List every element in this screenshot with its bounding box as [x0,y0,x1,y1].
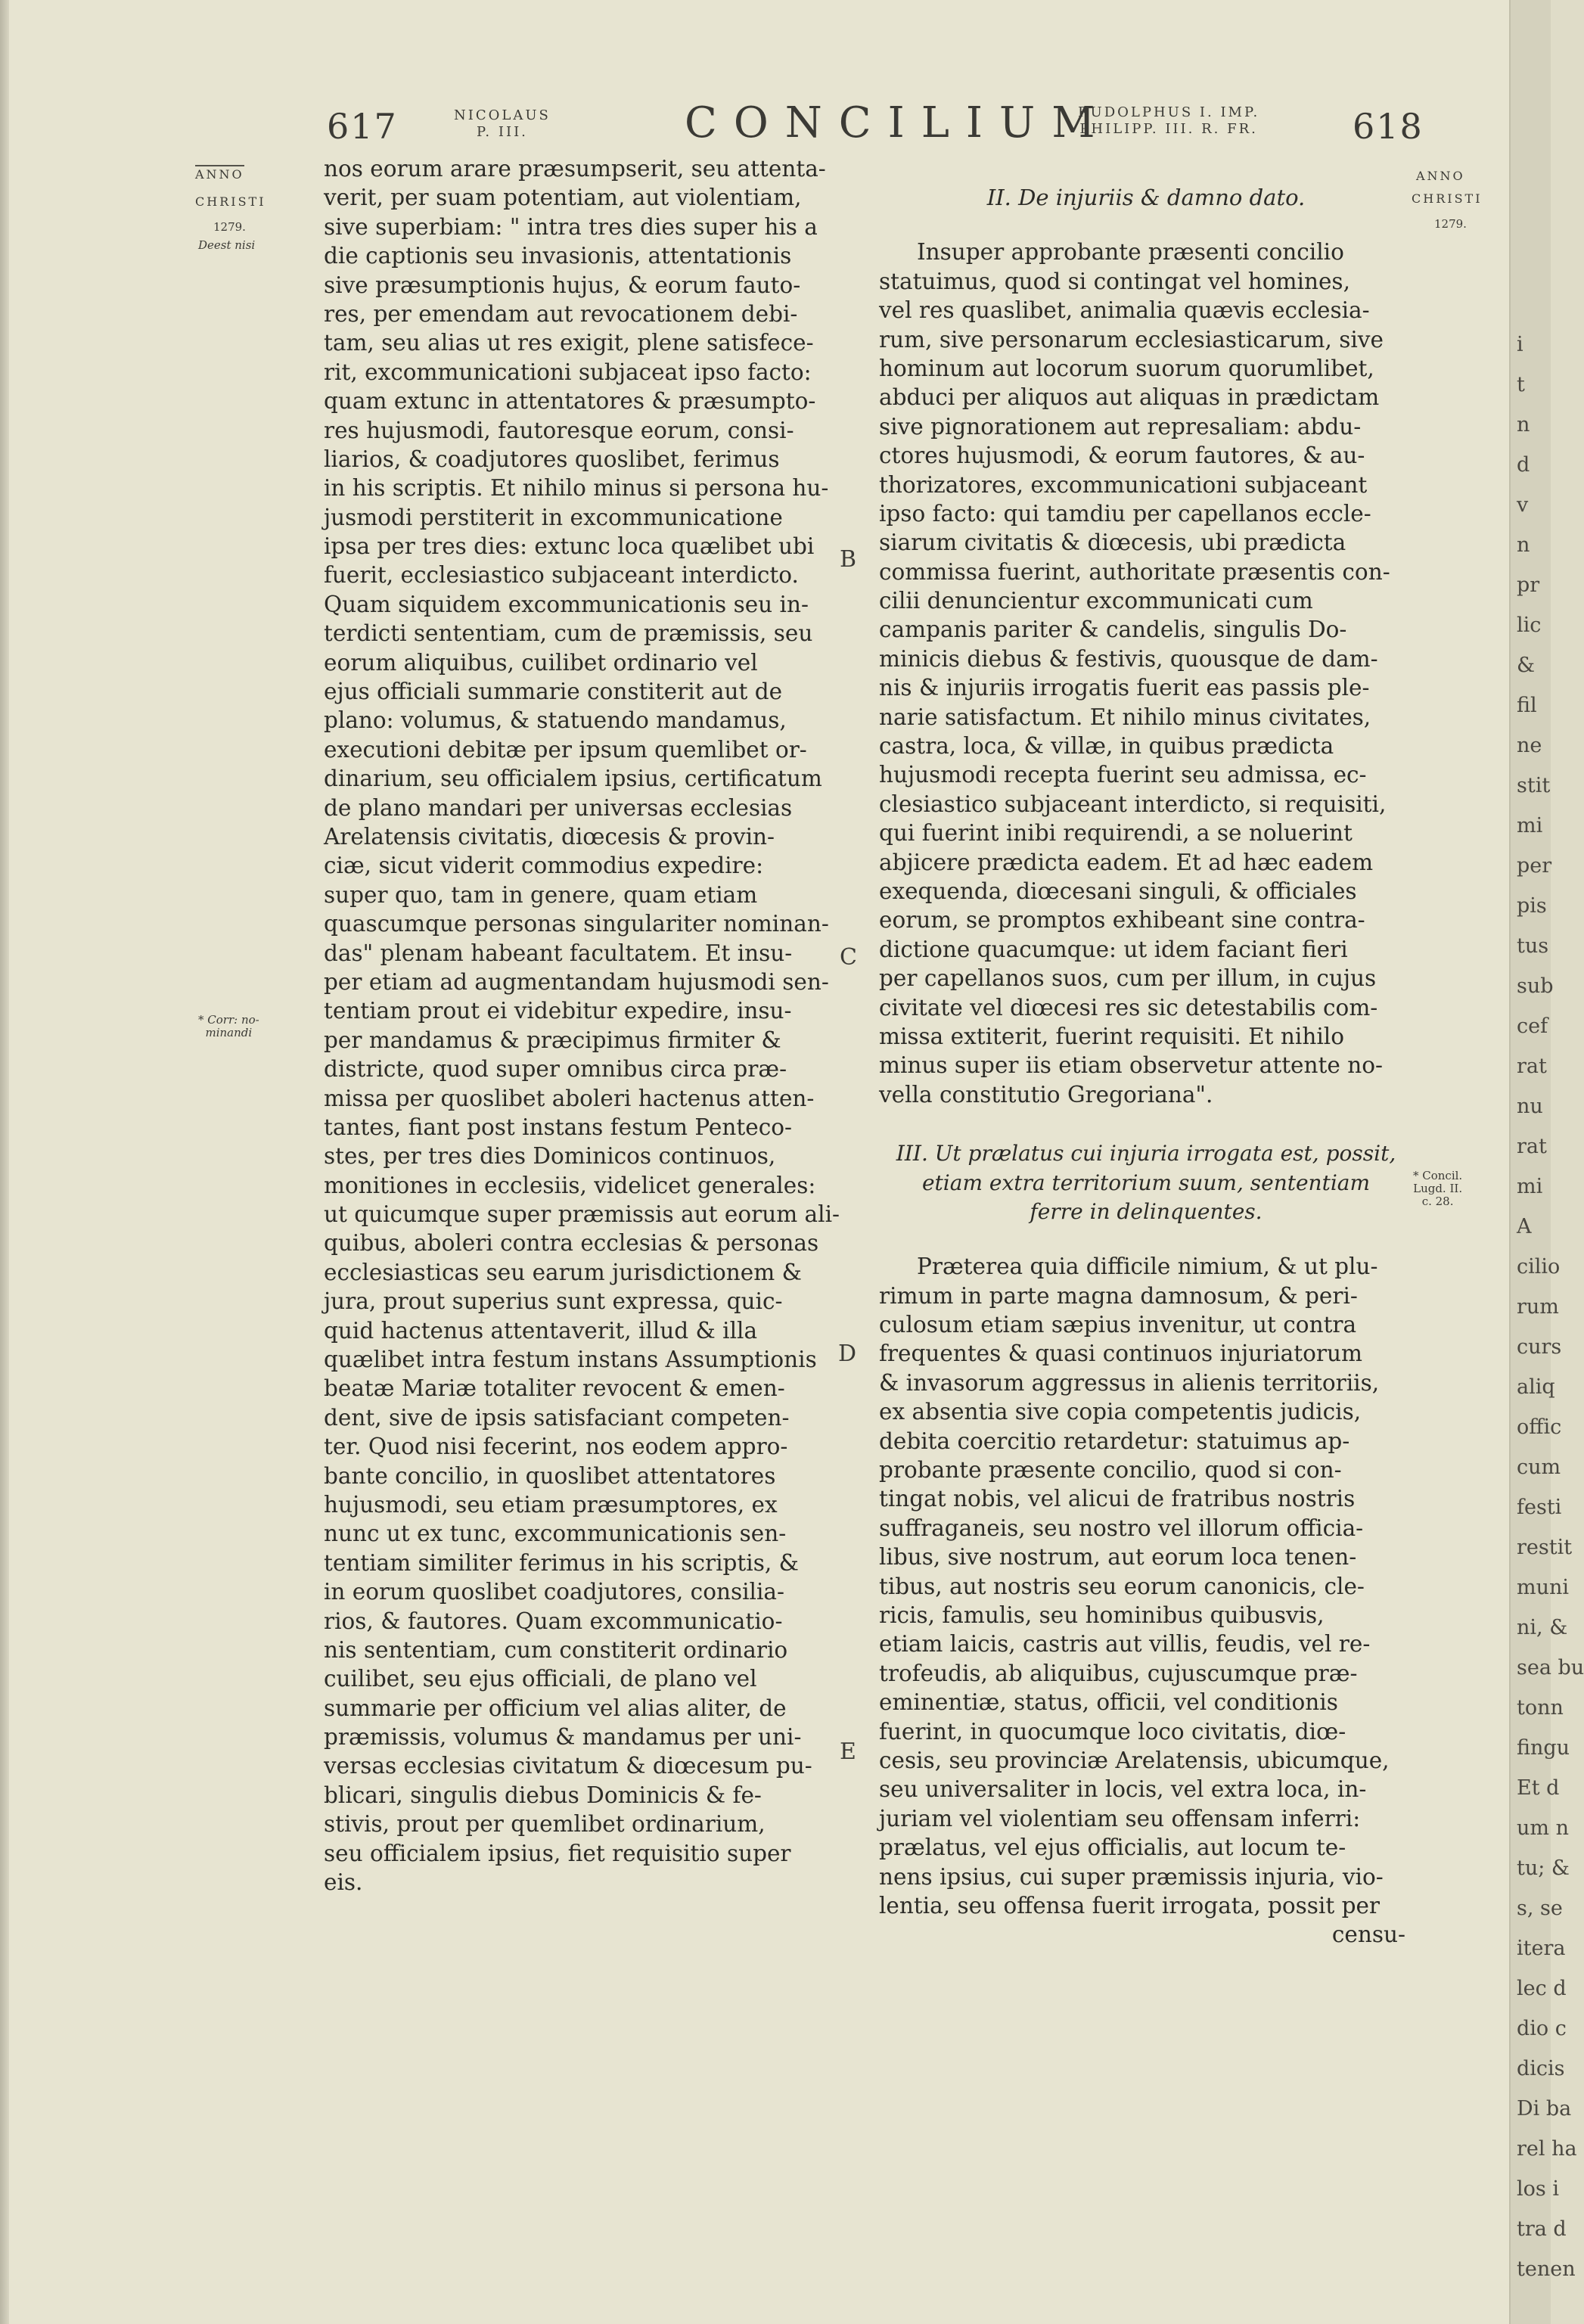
left-column-line: sive præsumptionis hujus, & eorum fauto- [324,272,801,298]
paragraph-ii-line: eorum, se promptos exhibeant sine contra- [879,907,1365,934]
margin-note-concil [1413,1170,1462,1208]
adjacent-page-fragment-text: ni, & [1517,1616,1568,1639]
left-column-line: eorum aliquibus, cuilibet ordinario vel [324,649,758,676]
paragraph-ii-line: minus super iis etiam observetur attente no- [879,1052,1383,1079]
margin-anno-right: ANNO [1416,169,1465,183]
adjacent-page-fragment-text: nu [1517,1095,1543,1118]
adjacent-page-fragment-text: Di ba [1517,2097,1572,2120]
left-column-line: beatæ Mariæ totaliter revocent & emen- [324,1375,785,1402]
left-column-line: blicari, singulis diebus Dominicis & fe- [324,1782,762,1808]
adjacent-page-fragment-text: dicis [1517,2057,1565,2080]
paragraph-ii-line: campanis pariter & candelis, singulis Do- [879,617,1347,643]
margin-note-deest: Deest nisi [198,238,256,252]
adjacent-page-fragment-text: per [1517,854,1552,878]
paragraph-ii-line: thorizatores, excommunicationi subjaceant [879,471,1368,498]
paragraph-ii-line: vel res quaslibet, animalia quævis ecclesia- [879,297,1370,324]
paragraph-iii-line: libus, sive nostrum, aut eorum loca tenen- [879,1544,1357,1571]
left-column-line: ipsa per tres dies: extunc loca quælibet ubi [324,533,815,560]
adjacent-page-fragment-text: cilio [1517,1255,1561,1279]
paragraph-iii-line: trofeudis, ab aliquibus, cujuscumque præ- [879,1660,1358,1686]
left-column-line: tentiam prout ei videbitur expedire, insu- [324,998,792,1024]
adjacent-page-fragment-text: sub [1517,974,1554,998]
adjacent-page-fragment-text: tenen [1517,2257,1576,2281]
paragraph-ii-line: hujusmodi recepta fuerint seu admissa, ec- [879,762,1367,788]
section-letter-c: C [840,944,857,971]
section-heading-iii-line: III. Ut prælatus cui injuria irrogata est, possit, [896,1141,1396,1167]
left-column-line: terdicti sententiam, cum de præmissis, seu [324,620,813,647]
adjacent-page-fragment-text: um n [1517,1816,1569,1840]
adjacent-page-fragment-text: tonn [1517,1696,1564,1720]
adjacent-page-fragment-text: i [1517,333,1523,356]
adjacent-page-fragment-text: stit [1517,774,1551,797]
margin-year-right: 1279. [1434,217,1467,231]
left-column-line: quibus, aboleri contra ecclesias & personas [324,1230,819,1257]
paragraph-iii-line: tingat nobis, vel alicui de fratribus nostris [879,1486,1356,1512]
paragraph-ii-line: sive pignorationem aut represaliam: abdu- [879,413,1362,440]
running-head-right-line2: PHILIPP. III. R. FR. [1079,121,1258,137]
adjacent-page-fragment-text: offic [1517,1415,1562,1439]
adjacent-page-fragment-text: t [1517,373,1525,396]
adjacent-page-fragment-text: pis [1517,894,1547,918]
left-column-line: in eorum quoslibet coadjutores, consilia- [324,1579,784,1605]
margin-note-concil-line1: * Concil. [1413,1169,1463,1182]
left-column-line: liarios, & coadjutores quoslibet, ferimus [324,446,780,472]
left-column-line: bante concilio, in quoslibet attentatores [324,1462,776,1489]
left-column-line: tantes, fiant post instans festum Penteco- [324,1114,792,1140]
adjacent-page-fragment-text: curs [1517,1335,1562,1359]
left-column-line: hujusmodi, seu etiam præsumptores, ex [324,1491,778,1518]
adjacent-page-fragment-text: tu; & [1517,1856,1570,1880]
paragraph-iii-line: eminentiæ, status, officii, vel conditionis [879,1689,1338,1716]
paragraph-iii-line: etiam laicis, castris aut villis, feudis, vel re- [879,1631,1371,1658]
left-column-line: stes, per tres dies Dominicos continuos, [324,1143,776,1170]
paragraph-iii-line: fuerint, in quocumque loco civitatis, diœ- [879,1718,1346,1745]
right-column-text [879,156,1413,1950]
adjacent-page-fragment-text: dio c [1517,2017,1567,2040]
adjacent-page-fragment-text: rel ha [1517,2137,1577,2161]
left-column-line: nis sententiam, cum constiterit ordinario [324,1636,788,1663]
adjacent-page-fragment-text: Et d [1517,1776,1560,1800]
paragraph-iii-line: juriam vel violentiam seu offensam inferri: [879,1805,1361,1832]
adjacent-page-fragment-text: lec d [1517,1977,1567,2000]
paragraph-iii-line: lentia, seu offensa fuerit irrogata, possit per [879,1892,1381,1919]
adjacent-page-fragment [1509,0,1584,2324]
page-number-right: 618 [1353,106,1424,147]
left-column-line: dinarium, seu officialem ipsius, certificatum [324,766,822,792]
adjacent-page-fragment-text: A [1517,1215,1532,1238]
margin-year-left: 1279. [213,220,246,234]
paragraph-iii-line: tibus, aut nostris seu eorum canonicis, cle- [879,1573,1365,1599]
paragraph-ii-line: statuimus, quod si contingat vel homines, [879,268,1350,294]
left-column-line: tentiam similiter ferimus in his scriptis, & [324,1549,799,1576]
paragraph-iii-line: & invasorum aggressus in alienis territoriis, [879,1369,1380,1396]
paragraph-ii-line: commissa fuerint, authoritate præsentis con- [879,558,1390,585]
paragraph-iii-line: rimum in parte magna damnosum, & peri- [879,1282,1358,1309]
paragraph-ii-line: hominum aut locorum suorum quorumlibet, [879,355,1374,381]
paragraph-ii-line: dictione quacumque: ut idem faciant fieri [879,936,1348,962]
paragraph-ii-line: qui fuerint inibi requirendi, a se noluerint [879,820,1353,847]
left-column-line: in his scriptis. Et nihilo minus si persona hu- [324,475,829,502]
paragraph-iii-line: cesis, seu provinciæ Arelatensis, ubicumque, [879,1747,1390,1773]
left-column-line: executioni debitæ per ipsum quemlibet or- [324,736,807,763]
paragraph-ii-line: abduci per aliquos aut aliquas in prædictam [879,384,1380,411]
section-heading-iii [879,1139,1413,1226]
paragraph-iii-line: ricis, famulis, seu hominibus quibusvis, [879,1602,1325,1628]
adjacent-page-fragment-text: rat [1517,1135,1547,1158]
paragraph-ii [879,238,1413,1109]
left-column-line: summarie per officium vel alias aliter, de [324,1695,787,1721]
left-column-line: das" plenam habeant facultatem. Et insu- [324,940,793,966]
running-head-right [1078,104,1259,138]
paragraph-ii-line: civitate vel diœcesi res sic detestabilis com- [879,994,1378,1021]
adjacent-page-fragment-text: cum [1517,1456,1561,1479]
paragraph-ii-line: vella constitutio Gregoriana". [879,1081,1213,1108]
adjacent-page-fragment-text: n [1517,413,1530,437]
left-column-line: plano: volumus, & statuendo mandamus, [324,707,787,734]
left-column-line: ejus officiali summarie constiterit aut de [324,679,783,705]
adjacent-page-fragment-text: fil [1517,694,1537,717]
margin-christi-left: CHRISTI [195,194,266,209]
page-edge [0,0,9,2324]
section-letter-e: E [840,1738,856,1765]
paragraph-iii-line: frequentes & quasi continuos injuriatorum [879,1341,1362,1367]
margin-note-corr-line2: minandi [205,1026,253,1039]
paragraph-ii-line: exequenda, diœcesani singuli, & officiales [879,878,1357,904]
paragraph-ii-line: abjicere prædicta eadem. Et ad hæc eadem [879,849,1374,875]
running-head-left-line2: P. III. [476,124,528,140]
page-number-left: 617 [327,106,398,147]
adjacent-page-fragment-text: rat [1517,1055,1547,1078]
left-column-line: cuilibet, seu ejus officiali, de plano vel [324,1666,757,1692]
left-column-line: præmissis, volumus & mandamus per uni- [324,1724,802,1751]
left-column-line: monitiones in ecclesiis, videlicet generales: [324,1172,816,1198]
adjacent-page-fragment-text: aliq [1517,1375,1555,1399]
adjacent-page-fragment-text: restit [1517,1536,1573,1559]
left-column-text [324,154,846,1897]
running-head-left [454,107,551,141]
left-column-line: ecclesiasticas seu earum jurisdictionem & [324,1259,802,1285]
left-column-line: dent, sive de ipsis satisfaciant competen- [324,1404,790,1431]
left-column-line: Quam siquidem excommunicationis seu in- [324,591,809,617]
section-heading-iii-line: ferre in delinquentes. [1030,1198,1263,1224]
left-column-line: quælibet intra festum instans Assumptionis [324,1347,817,1373]
paragraph-iii-line: nens ipsius, cui super præmissis injuria, vio- [879,1863,1384,1890]
left-column-line: res, per emendam aut revocationem debi- [324,300,798,327]
paragraph-iii-line: suffraganeis, seu nostro vel illorum officia- [879,1515,1364,1541]
left-column-line: quid hactenus attentaverit, illud & illa [324,1317,758,1344]
left-column-line: jusmodi perstiterit in excommunicatione [324,504,783,530]
left-column-line: de plano mandari per universas ecclesias [324,794,793,821]
margin-note-corr [198,1014,259,1039]
adjacent-page-fragment-text: tus [1517,934,1549,958]
page-title: CONCILIUM [685,98,1112,148]
adjacent-page-fragment-text: ne [1517,734,1542,757]
paragraph-iii-line: culosum etiam sæpius invenitur, ut contra [879,1312,1357,1338]
paragraph-ii-line: Insuper approbante præsenti concilio [917,239,1344,266]
paragraph-ii-line: siarum civitatis & diœcesis, ubi prædicta [879,530,1346,556]
left-column-line: Arelatensis civitatis, diœcesis & provin- [324,823,775,850]
paragraph-ii-line: ctores hujusmodi, & eorum fautores, & au- [879,443,1365,469]
paragraph-iii-line: Præterea quia difficile nimium, & ut plu- [917,1254,1378,1280]
paragraph-ii-line: missa extiterit, fuerint requisiti. Et nihilo [879,1023,1344,1049]
adjacent-page-fragment-text: pr [1517,573,1540,597]
paragraph-ii-line: narie satisfactum. Et nihilo minus civitates, [879,704,1371,730]
paragraph-ii-line: minicis diebus & festivis, quousque de dam- [879,645,1378,672]
paragraph-iii [879,1252,1413,1920]
paragraph-iii-line: ex absentia sive copia competentis judicis, [879,1399,1362,1425]
left-column-line: eis. [324,1869,363,1896]
left-column-line: quascumque personas singulariter nominan- [324,911,829,937]
adjacent-page-fragment-text: n [1517,533,1530,557]
section-heading-iii-line: etiam extra territorium suum, sententiam [921,1170,1371,1195]
left-column-line: seu officialem ipsius, fiet requisitio super [324,1840,791,1866]
paragraph-ii-line: per capellanos suos, cum per illum, in cujus [879,965,1377,992]
left-column-line: sive superbiam: " intra tres dies super his a [324,213,818,240]
adjacent-page-fragment-text: s, se [1517,1897,1563,1920]
adjacent-page-fragment-text: mi [1517,1175,1543,1198]
margin-note-corr-line1: * Corr: no- [198,1013,259,1027]
left-column-line: per etiam ad augmentandam hujusmodi sen- [324,968,829,995]
paragraph-iii-line: prælatus, vel ejus officialis, aut locum te- [879,1835,1346,1861]
adjacent-page-fragment-text: fingu [1517,1736,1570,1760]
margin-anno-left: ANNO [195,165,244,181]
catchword: censu- [1331,1922,1405,1948]
left-column-line: nos eorum arare præsumpserit, seu attenta- [324,156,826,182]
left-column-line: rit, excommunicationi subjaceat ipso facto: [324,359,812,385]
adjacent-page-fragment-text: & [1517,654,1536,677]
left-column-line: verit, per suam potentiam, aut violentiam, [324,185,802,211]
left-column-line: ut quicumque super præmissis aut eorum ali- [324,1201,840,1228]
left-column-line: die captionis seu invasionis, attentationis [324,243,792,269]
section-letter-b: B [840,546,857,573]
left-column-line: rios, & fautores. Quam excommunicatio- [324,1608,783,1634]
running-head-left-line1: NICOLAUS [454,107,551,123]
left-column-line: per mandamus & præcipimus firmiter & [324,1027,781,1053]
left-column-line: missa per quoslibet aboleri hactenus atten- [324,1085,815,1111]
left-column-line: res hujusmodi, fautoresque eorum, consi- [324,417,794,443]
paragraph-iii-line: probante præsente concilio, quod si con- [879,1457,1342,1484]
adjacent-page-fragment-text: lic [1517,614,1542,637]
left-column-line: super quo, tam in genere, quam etiam [324,881,758,908]
section-letter-d: D [838,1341,857,1367]
paragraph-ii-line: cilii denuncientur excommunicati cum [879,588,1313,614]
adjacent-page-fragment-text: muni [1517,1576,1570,1599]
running-head-right-line1: RUDOLPHUS I. IMP. [1078,104,1260,120]
adjacent-page-fragment-text: cef [1517,1014,1548,1038]
left-column-line: tam, seu alias ut res exigit, plene satisfece- [324,330,814,356]
section-heading-ii: II. De injuriis & damno dato. [986,185,1306,210]
adjacent-page-fragment-text: mi [1517,814,1543,837]
left-column-line: jura, prout superius sunt expressa, quic- [324,1288,783,1315]
adjacent-page-fragment-text: sea bu [1517,1656,1584,1679]
paragraph-ii-line: nis & injuriis irrogatis fuerit eas passis ple- [879,675,1370,701]
adjacent-page-fragment-text: los i [1517,2177,1559,2201]
left-column-line: ter. Quod nisi fecerint, nos eodem appro- [324,1434,788,1460]
adjacent-page-fragment-text: tra d [1517,2217,1567,2241]
left-column-line: nunc ut ex tunc, excommunicationis sen- [324,1521,787,1547]
paragraph-ii-line: rum, sive personarum ecclesiasticarum, sive [879,326,1384,353]
paragraph-iii-line: seu universaliter in locis, vel extra loca, in- [879,1776,1367,1803]
adjacent-page-fragment-text: rum [1517,1295,1559,1319]
margin-note-concil-line2: Lugd. II. [1413,1182,1463,1195]
margin-note-concil-line3: c. 28. [1421,1195,1454,1208]
left-column-line: stivis, prout per quemlibet ordinarium, [324,1811,766,1838]
margin-christi-right: CHRISTI [1412,191,1483,206]
adjacent-page-fragment-text: v [1517,493,1529,517]
paragraph-ii-line: ipso facto: qui tamdiu per capellanos eccle- [879,500,1371,527]
left-column-line: ciæ, sicut viderit commodius expedire: [324,853,764,879]
paragraph-ii-line: clesiastico subjaceant interdicto, si requisiti, [879,791,1387,817]
left-column-line: fuerit, ecclesiastico subjaceant interdicto. [324,562,799,589]
left-column-line: versas ecclesias civitatum & diœcesum pu- [324,1753,812,1779]
adjacent-page-fragment-text: d [1517,453,1530,477]
adjacent-page-fragment-text: itera [1517,1937,1566,1960]
left-column-line: quam extunc in attentatores & præsumpto- [324,388,816,415]
paragraph-ii-line: castra, loca, & villæ, in quibus prædicta [879,733,1334,760]
adjacent-page-fragment-text: festi [1517,1496,1562,1519]
paragraph-iii-line: debita coercitio retardetur: statuimus ap- [879,1428,1350,1454]
left-column-line: districte, quod super omnibus circa præ- [324,1056,787,1083]
